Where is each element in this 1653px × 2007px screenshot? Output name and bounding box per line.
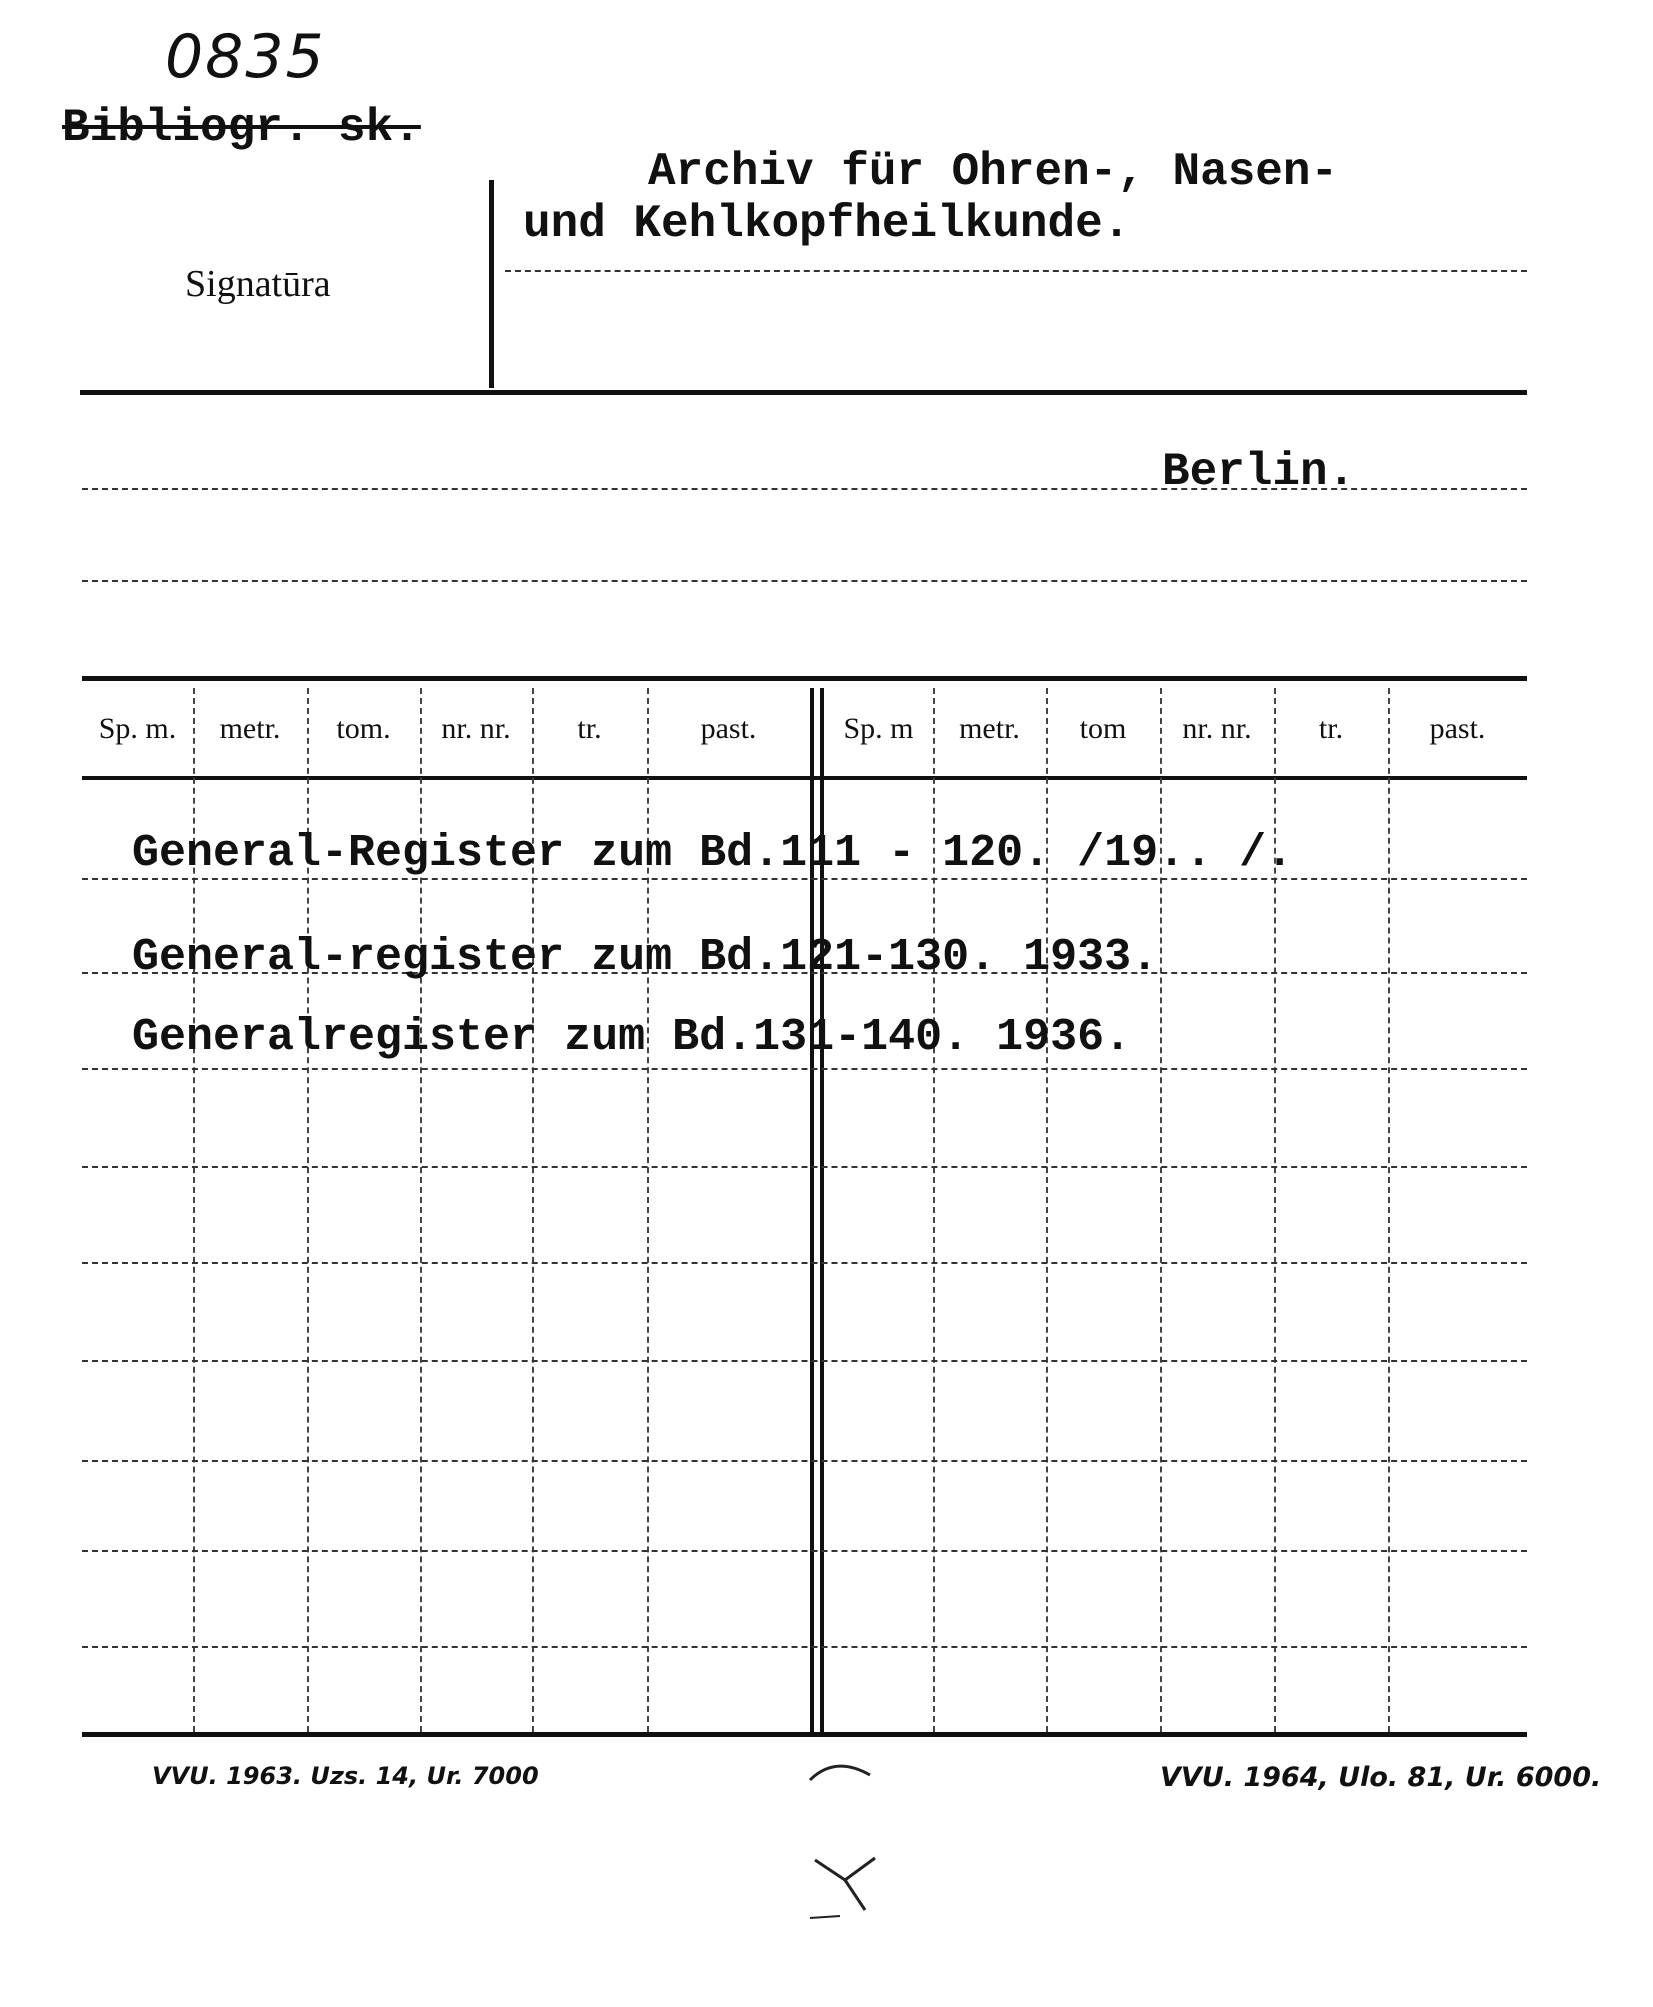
row-rule bbox=[82, 1360, 1527, 1362]
header-metr: metr. bbox=[959, 712, 1020, 745]
header-tom: tom. bbox=[336, 712, 391, 745]
header-metr: metr. bbox=[219, 712, 281, 745]
header-tom: tom bbox=[1079, 712, 1127, 745]
header-nr-nr: nr. nr. bbox=[1182, 712, 1252, 745]
title-line-1: Archiv für Ohren-, Nasen- bbox=[648, 146, 1339, 198]
column-line bbox=[1388, 688, 1390, 1732]
header-sp-m: Sp. m. bbox=[98, 712, 177, 745]
fold-mark-graphic bbox=[790, 1750, 900, 1940]
table-bottom-rule bbox=[82, 1732, 1527, 1737]
header-nr-nr: nr. nr. bbox=[441, 712, 511, 745]
card-number: 0835 bbox=[165, 22, 326, 92]
place-rule bbox=[82, 488, 1527, 490]
header-tr: tr. bbox=[1318, 712, 1344, 745]
entry-general-register-1: General-Register zum Bd.111 - 120. /19.. /. bbox=[132, 828, 1294, 879]
footer-note-right: VVU. 1964, Ulo. 81, Ur. 6000. bbox=[1160, 1762, 1602, 1793]
header-divider bbox=[489, 180, 494, 388]
row-rule bbox=[82, 1262, 1527, 1264]
entry-general-register-3: Generalregister zum Bd.131-140. 1936. bbox=[132, 1012, 1132, 1063]
table-top-rule bbox=[82, 676, 1527, 681]
entry-general-register-2: General-register zum Bd.121-130. 1933. bbox=[132, 932, 1159, 983]
table-header-rule bbox=[82, 776, 1527, 780]
place-of-publication: Berlin. bbox=[1162, 446, 1356, 498]
signature-label: Signatūra bbox=[185, 263, 331, 305]
header-past: past. bbox=[700, 712, 757, 745]
footer-note-left: VVU. 1963. Uzs. 14, Ur. 7000 bbox=[152, 1762, 539, 1790]
title-line-2: und Kehlkopfheilkunde. bbox=[523, 198, 1131, 250]
header-past: past. bbox=[1429, 712, 1486, 745]
title-rule bbox=[505, 270, 1527, 272]
bibliography-mark: Bibliogr. sk. bbox=[62, 102, 421, 154]
header-tr: tr. bbox=[577, 712, 602, 745]
row-rule bbox=[82, 1646, 1527, 1648]
header-sp-m: Sp. m bbox=[843, 712, 914, 745]
row-rule bbox=[82, 1550, 1527, 1552]
header-bottom-rule bbox=[80, 390, 1527, 395]
blank-rule bbox=[82, 580, 1527, 582]
row-rule bbox=[82, 1460, 1527, 1462]
row-rule bbox=[82, 1068, 1527, 1070]
row-rule bbox=[82, 1166, 1527, 1168]
